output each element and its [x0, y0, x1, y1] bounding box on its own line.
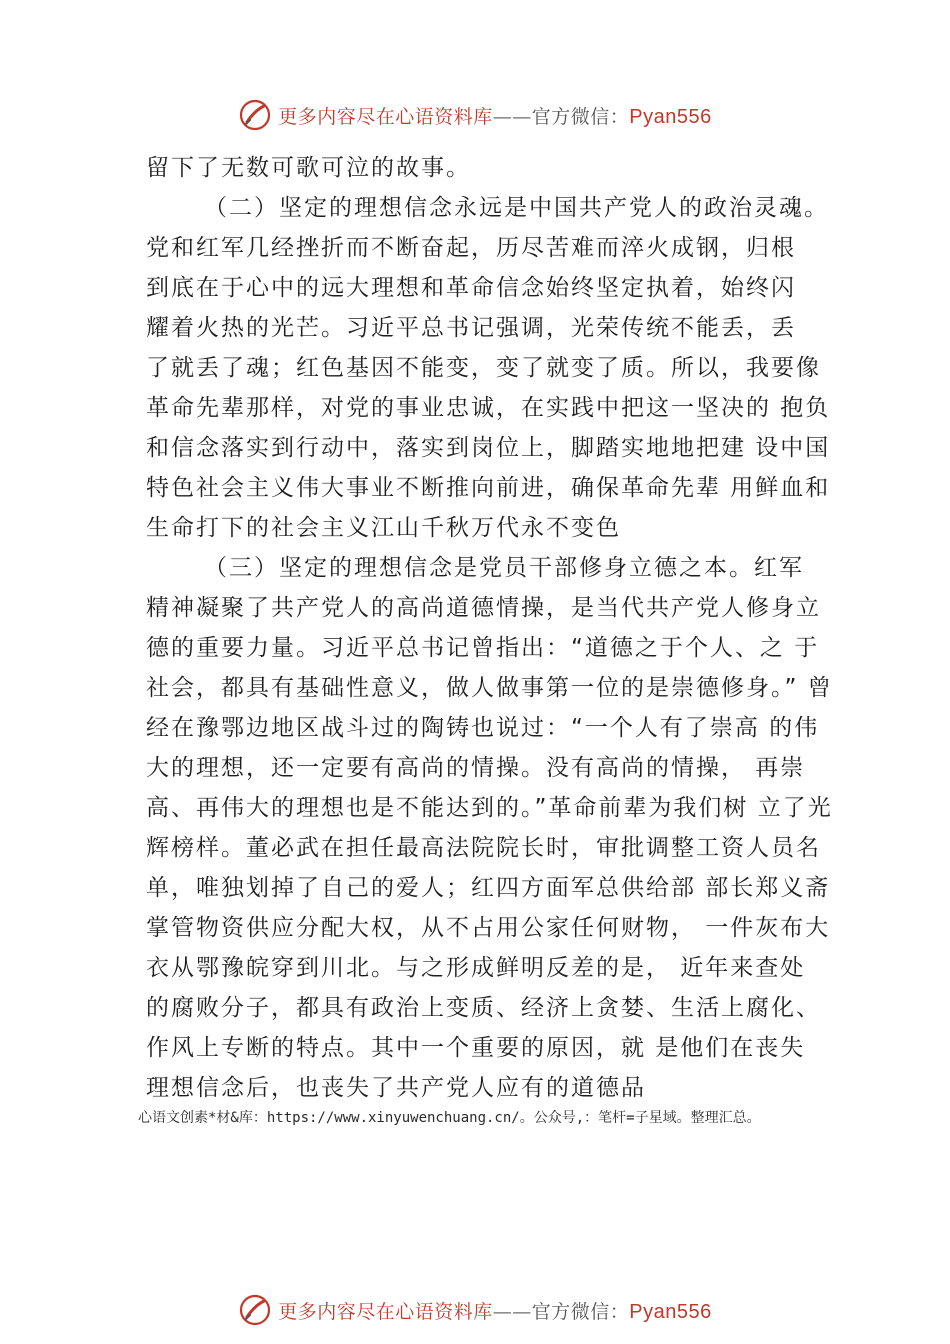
- header-banner: [0, 92, 950, 138]
- document-body: [146, 148, 846, 1108]
- text-line: 经在豫鄂边地区战斗过的陶铸也说过：“一个人有了崇高 的伟: [146, 715, 820, 741]
- text-line: 辉榜样。董必武在担任最高法院院长时，审批调整工资人员名: [146, 835, 821, 861]
- text-line: 的腐败分子，都具有政治上变质、经济上贪婪、生活上腐化、: [146, 995, 821, 1021]
- text-line: （三）坚定的理想信念是党员干部修身立德之本。红军: [204, 555, 804, 581]
- header-banner-text: 更多内容尽在心语资料库——官方微信：Pyan556: [278, 105, 712, 128]
- footer-banner: [0, 1287, 950, 1333]
- text-line: 留下了无数可歌可泣的故事。: [146, 155, 471, 181]
- text-line: 了就丢了魂；红色基因不能变，变了就变了质。所以，我要像: [146, 355, 821, 381]
- text-line: 作风上专断的特点。其中一个重要的原因，就 是他们在丧失: [146, 1035, 806, 1061]
- footer-banner-text: 更多内容尽在心语资料库——官方微信：Pyan556: [278, 1300, 712, 1323]
- brush-logo-icon: [238, 1293, 272, 1327]
- text-line: 理想信念后，也丧失了共产党人应有的道德品: [146, 1075, 646, 1101]
- text-line: 大的理想，还一定要有高尚的情操。没有高尚的情操， 再崇: [146, 755, 806, 781]
- text-line: 德的重要力量。习近平总书记曾指出：“道德之于个人、之 于: [146, 635, 820, 661]
- text-line: 特色社会主义伟大事业不断推向前进，确保革命先辈 用鲜血和: [146, 475, 831, 501]
- text-line: 单，唯独划掉了自己的爱人；红四方面军总供给部 部长郑义斋: [146, 875, 831, 901]
- text-line: 和信念落实到行动中，落实到岗位上，脚踏实地地把建 设中国: [146, 435, 831, 461]
- source-footnote: 心语文创素*材&库：https://www.xinyuwenchuang.cn/。公众号,：笔杆=子星域。整理汇总。: [138, 1110, 761, 1126]
- text-line: 到底在于心中的远大理想和革命信念始终坚定执着，始终闪: [146, 275, 796, 301]
- text-line: （二）坚定的理想信念永远是中国共产党人的政治灵魂。: [204, 195, 829, 221]
- text-line: 生命打下的社会主义江山千秋万代永不变色: [146, 515, 621, 541]
- text-line: 社会，都具有基础性意义，做人做事第一位的是崇德修身。” 曾: [146, 675, 833, 701]
- footer-wechat-account: Pyan556: [629, 1300, 712, 1323]
- text-line: 衣从鄂豫皖穿到川北。与之形成鲜明反差的是， 近年来查处: [146, 955, 806, 981]
- header-wechat-account: Pyan556: [629, 105, 712, 128]
- text-line: 耀着火热的光芒。习近平总书记强调，光荣传统不能丢，丢: [146, 315, 796, 341]
- brush-logo-icon: [238, 98, 272, 132]
- text-line: 精神凝聚了共产党人的高尚道德情操，是当代共产党人修身立: [146, 595, 821, 621]
- text-line: 掌管物资供应分配大权，从不占用公家任何财物， 一件灰布大: [146, 915, 831, 941]
- text-line: 革命先辈那样，对党的事业忠诚，在实践中把这一坚决的 抱负: [146, 395, 831, 421]
- text-line: 高、再伟大的理想也是不能达到的。”革命前辈为我们树 立了光: [146, 795, 833, 821]
- text-line: 党和红军几经挫折而不断奋起，历尽苦难而淬火成钢，归根: [146, 235, 796, 261]
